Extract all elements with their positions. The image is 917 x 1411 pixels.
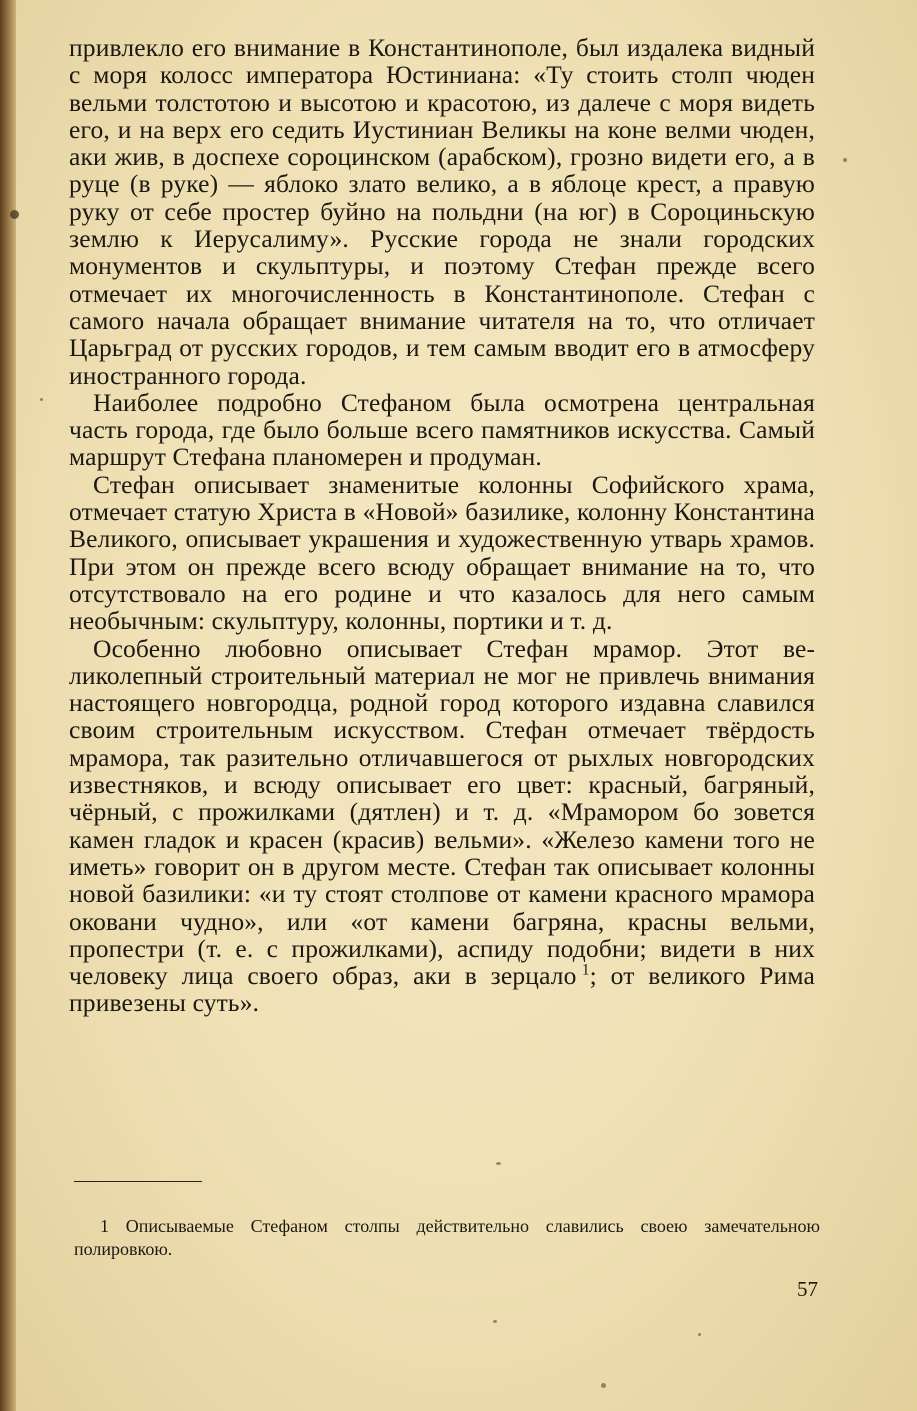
paragraph-2: Наиболее подробно Стефаном была осмотрена центральная часть города, где было больше всего памятников искусства. Самый маршрут Стефана планомерен и продуман. [69, 387, 815, 472]
paper-speck [698, 1333, 701, 1336]
paragraph-4-tail: ; от великого Рима привезены суть». [69, 961, 816, 1018]
paper-speck [843, 158, 847, 162]
footnote-text: Описываемые Стефаном столпы действительно славились своею замечательною полировкою. [74, 1216, 821, 1259]
paragraph-1: привлекло его внимание в Константинополе, был издалека видный с моря колосс императора Юстиниана: «Ту стоить столп чюден вельми толстотою и высотою и красотою, из далече с моря видеть его, и на верх его седить Иустиниан Великы на коне велми чюден, аки жив, в доспехе сороцинском (арабском), грозно видети его, а в руце (в руке) — яблоко злато велико, а в яблоце крест, а правую руку от себе простер буйно на польдни (на юг) в Сороциньскую землю к Иерусалиму». Русские города не знали городских монументов и скульптуры, и поэтому Стефан прежде всего отмечает их многочисленность в Константинополе. Стефан с самого начала обращает внимание читателя на то, что отличает Царьград от русских городов, и тем самым вводит его в атмосферу иностранного города. [69, 33, 815, 390]
paper-speck [496, 1162, 501, 1165]
paragraph-4-text: Особенно любовно описывает Стефан мрамор. Этот великолепный строительный материал не мог не привлечь внимания настоящего новгородца, родной город которого издавна славился своим строительным искусством. Стефан отмечает твёрдость мрамора, так разительно отличавшегося от рыхлых новгородских известняков, и всюду описывает его цвет: красный, багряный, чёрный, с прожилками (дятлен) и т. д. «Мрамором бо зовется камен гладок и красен (красив) вельми». «Железо камени того не иметь» говорит он в другом месте. Стефан так описывает колонны новой базилики: «и ту стоят столпове от камени красного мрамора оковани чудно», или «от камени багряна, красны вельми, пропестри (т. е. с прожилками), аспиду подобни; видети в них человеку лица своего образ, аки в зерцало [69, 633, 815, 991]
page-number: 57 [797, 1277, 818, 1301]
paper-speck [40, 398, 43, 401]
paper-speck [10, 210, 19, 219]
footnote-marker: 1 [100, 1216, 109, 1236]
footnote-reference: 1 [581, 961, 590, 979]
paper-speck [601, 1383, 606, 1388]
main-text [69, 34, 815, 1017]
paper-speck [493, 1320, 497, 1323]
footnote-divider [74, 1181, 202, 1182]
paragraph-3: Стефан описывает знаменитые колонны Софийского храма, отмечает статую Христа в «Новой» базилике, колонну Константина Великого, описывает украшения и художественную утварь храмов. При этом он прежде всего всюду обращает внимание на то, что отсутствовало на его родине и что казалось для него самым необычным: скульптуру, колонны, портики и т. д. [69, 469, 815, 636]
footnote [74, 1215, 820, 1261]
paragraph-4 [69, 635, 815, 1017]
